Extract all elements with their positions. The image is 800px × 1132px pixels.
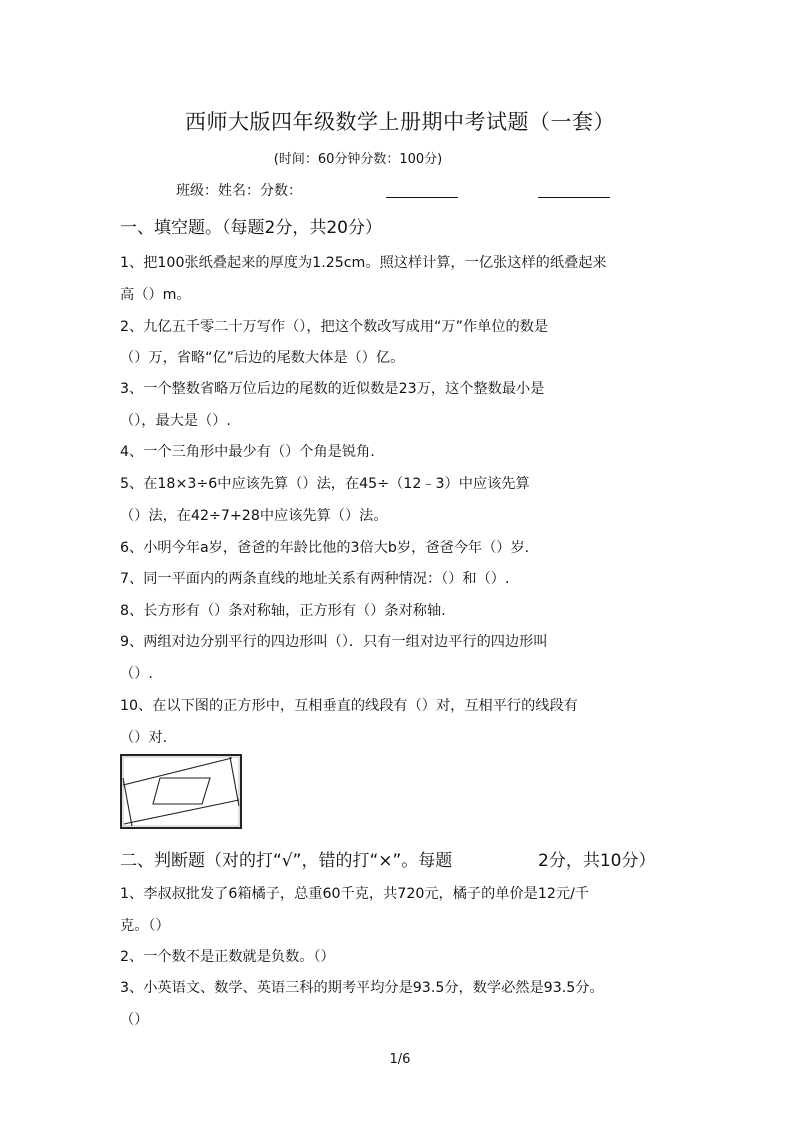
question-line: 3、小英语文、数学、英语三科的期考平均分是93.5分，数学必然是93.5分。 xyxy=(120,980,604,996)
question-line: 5、在18×3÷6中应该先算（）法，在45÷（12﹣3）中应该先算 xyxy=(120,476,530,492)
question-line: 2、一个数不是正数就是负数。（） xyxy=(120,949,335,965)
blank-underline xyxy=(538,197,610,198)
question-line: 2、九亿五千零二十万写作（），把这个数改写成用“万”作单位的数是 xyxy=(120,319,549,335)
section-heading-fill-in: 一、填空题。（每题2分，共20分） xyxy=(120,218,382,238)
question-line: （） xyxy=(120,1012,149,1028)
square-figure xyxy=(120,754,242,829)
page-title: 西师大版四年级数学上册期中考试题（一套） xyxy=(185,110,615,134)
question-line: 9、两组对边分别平行的四边形叫（）．只有一组对边平行的四边形叫 xyxy=(120,634,548,650)
question-line: 8、长方形有（）条对称轴，正方形有（）条对称轴. xyxy=(120,603,446,619)
question-line: 10、在以下图的正方形中，互相垂直的线段有（）对，互相平行的线段有 xyxy=(120,698,578,714)
question-line: 6、小明今年a岁，爸爸的年龄比他的3倍大b岁，爸爸今年（）岁. xyxy=(120,540,530,556)
question-line: 4、一个三角形中最少有（）个角是锐角. xyxy=(120,444,375,460)
question-line: 1、把100张纸叠起来的厚度为1.25cm。照这样计算，一亿张这样的纸叠起来 xyxy=(120,255,607,271)
question-line: （），最大是（）. xyxy=(120,413,231,429)
exam-info: (时间：60分钟分数：100分) xyxy=(273,152,443,167)
question-line: 1、李叔叔批发了6箱橘子，总重60千克，共720元，橘子的单价是12元/千 xyxy=(120,886,590,902)
section-heading-score: 2分，共10分） xyxy=(538,851,656,871)
question-line: （）. xyxy=(120,666,153,682)
class-name-score-line: 班级：姓名：分数： xyxy=(176,183,302,199)
question-line: 克。（） xyxy=(120,918,170,934)
blank-underline xyxy=(386,197,458,198)
question-line: 7、同一平面内的两条直线的地址关系有两种情况：（）和（）. xyxy=(120,571,510,587)
question-line: （）法，在42÷7+28中应该先算（）法。 xyxy=(120,508,388,524)
section-heading-true-false: 二、判断题（对的打“√”，错的打“×”。每题 xyxy=(120,851,453,871)
question-line: （）万，省略“亿”后边的尾数大体是（）亿。 xyxy=(120,350,405,366)
question-line: 3、一个整数省略万位后边的尾数的近似数是23万，这个整数最小是 xyxy=(120,381,545,397)
page-number: 1/6 xyxy=(389,1052,411,1067)
question-line: 高（）m。 xyxy=(120,287,191,303)
question-line: （）对. xyxy=(120,730,168,746)
